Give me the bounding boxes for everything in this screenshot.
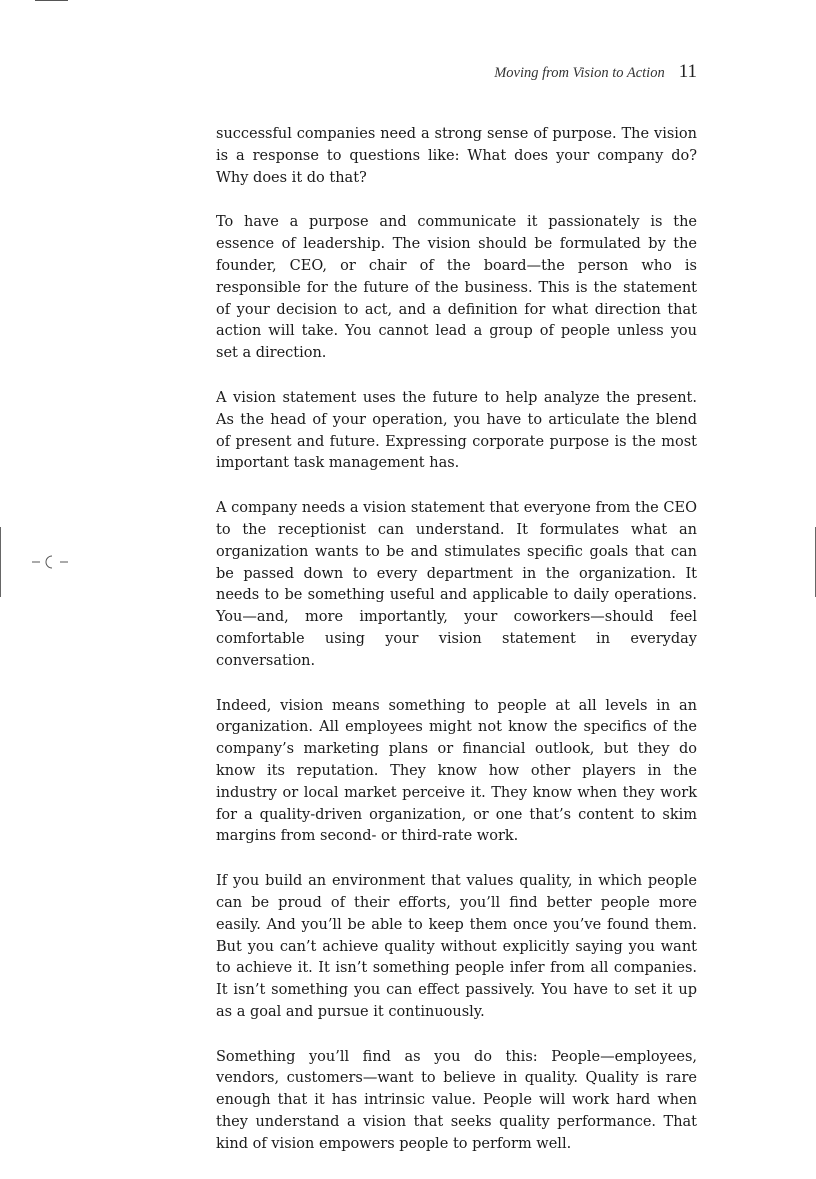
paragraph-5: Indeed, vision means something to people at all levels in an organization. All employees might not know the specifics of the company’s marketing plans or financial outlook, but they do know its reputation. They know how other players in the industry or local market perceive it. They know when they work for a quality-driven organization, or one that’s content to skim margins from second- or third-rate work.	[216, 697, 697, 845]
paragraph-7: Something you’ll find as you do this: People—employees, vendors, customers—want to believe in quality. Quality is rare enough that it has intrinsic value. People will work hard when they understand a vision that seeks quality performance. That kind of vision empowers people to perform well.	[216, 1048, 697, 1152]
body-text	[216, 124, 697, 1179]
paragraph-2: To have a purpose and communicate it passionately is the essence of leadership. The vision should be formulated by the founder, CEO, or chair of the board—the person who is responsible for the future of the business. This is the statement of your decision to act, and a definition for what direction that action will take. You cannot lead a group of people unless you set a direction.	[216, 214, 697, 362]
crop-mark-top	[35, 0, 68, 1]
paragraph-4: A company needs a vision statement that everyone from the CEO to the receptionist can understand. It formulates what an organization wants to be and stimulates specific goals that can be passed down to every department in the organization. It needs to be something useful and applicable to daily operations. You—and, more importantly, your coworkers—should feel comfortable using your vision statement in everyday conversation.	[216, 500, 697, 669]
paragraph-6: If you build an environment that values quality, in which people can be proud of their efforts, you’ll find better people more easily. And you’ll be able to keep them once you’ve found them. But you can’t achieve quality without explicitly saying you want to achieve it. It isn’t something people infer from all companies. It isn’t something you can effect passively. You have to set it up as a goal and pursue it continuously.	[216, 873, 697, 1020]
margin-rule-left	[0, 527, 1, 597]
registration-mark-icon	[30, 554, 70, 570]
paragraph-1: successful companies need a strong sense of purpose. The vision is a response to questions like: What does your company do? Why does it do that?	[216, 126, 697, 186]
running-head-title: Moving from Vision to Action	[494, 65, 665, 81]
page-number: 11	[678, 61, 697, 82]
running-head	[494, 61, 697, 83]
paragraph-3: A vision statement uses the future to help analyze the present. As the head of your operation, you have to articulate the blend of present and future. Expressing corporate purpose is the most important task management has.	[216, 389, 697, 472]
